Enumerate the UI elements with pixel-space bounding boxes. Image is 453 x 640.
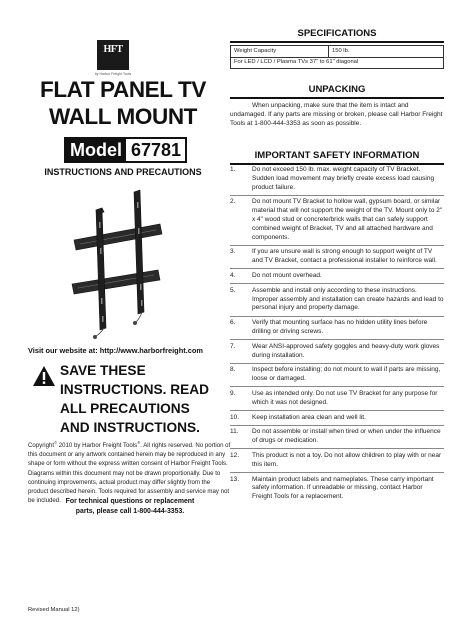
spec-value: 150 lb. [329, 46, 444, 58]
safety-item [230, 198, 444, 245]
save-line-1: SAVE THESE [60, 363, 146, 378]
copyright-word: Copyright [28, 442, 55, 450]
safety-item-text: Do not exceed 150 lb. max. weight capacity of TV Bracket. Sudden load movement may briefly create excess load causing product failure. [252, 166, 435, 191]
spec-label: For LED / LCD / Plasma TVs 37" to 61" diagonal [231, 57, 444, 69]
safety-item [230, 390, 444, 411]
mount-horizontal-rail-bottom [72, 270, 160, 294]
safety-item-text: Wear ANSI-approved safety goggles and heavy-duty work gloves during installation. [252, 342, 440, 359]
mount-vertical-arm-left [96, 208, 106, 330]
safety-item [230, 428, 444, 449]
safety-item [230, 366, 444, 387]
specifications-table [230, 45, 444, 69]
unpacking-heading: UNPACKING [230, 84, 444, 99]
safety-item [230, 166, 444, 196]
safety-item-text: If you are unsure wall is strong enough to support weight of TV and TV Bracket, contact a professional installer to reinforce wall. [252, 248, 437, 265]
title-line-1: FLAT PANEL TV [39, 77, 207, 102]
safety-item [230, 452, 444, 473]
safety-item [230, 343, 444, 364]
save-instructions-notice [60, 361, 209, 437]
model-label: Model [66, 139, 126, 161]
safety-item [230, 287, 444, 317]
safety-item-text: Verify that mounting surface has no hidden utility lines before drilling or driving screws. [252, 319, 428, 335]
website-link[interactable]: Visit our website at: http://www.harborfreight.com [28, 346, 203, 355]
logo-tagline: by Harbor Freight Tools [94, 72, 132, 76]
title-line-2: WALL MOUNT [48, 104, 198, 129]
safety-item-number: 6. [230, 319, 236, 327]
copyright-notice [28, 438, 232, 505]
warning-triangle-icon [32, 365, 56, 387]
safety-list [230, 166, 444, 507]
safety-item-number: 3. [230, 248, 236, 256]
safety-item-text: Do not mount TV Bracket to hollow wall, gypsum board, or similar material that will not support the weight of the TV. Mount only to 2" x 4" wood stud or concrete/brick walls that can safely support combined weight of Bracket, TV and all attached hardware and components. [252, 198, 443, 241]
safety-item [230, 476, 444, 505]
copyright-body: . All rights reserved. No portion of this document or any artwork contained herein may be reproduced in any shape or form without the express written consent of Harbor Freight Tools. Diagrams within this document may not be drawn proportionally. Due to continuing improvements, actual product may differ slightly from the product described herein. Tools required for assembly and service may not be included. [28, 442, 231, 505]
spec-label: Weight Capacity [231, 46, 329, 58]
tech-support-line-2: parts, please call 1-800-444-3353. [75, 508, 185, 515]
safety-item [230, 248, 444, 269]
safety-item-number: 5. [230, 286, 236, 294]
safety-item-number: 11. [230, 428, 239, 436]
safety-item-number: 1. [230, 166, 236, 173]
unpacking-text: When unpacking, make sure that the item is intact and undamaged. If any parts are missing or broken, please call Harbor Freight Tools at 1-800-444-3353 as soon as possible. [230, 102, 443, 127]
mount-vertical-arm-right [134, 190, 144, 314]
tech-support-line-1: For technical questions or replacement [65, 498, 195, 505]
safety-item-text: Inspect before installing; do not mount to wall if parts are missing, loose or damaged. [252, 366, 441, 383]
wall-mount-illustration [68, 188, 168, 340]
specifications-heading: SPECIFICATIONS [230, 28, 444, 43]
safety-item-text: Do not assemble or install when tired or when under the influence of drugs or medication. [252, 428, 441, 445]
safety-item-number: 8. [230, 366, 236, 374]
save-line-2: INSTRUCTIONS. READ [60, 382, 210, 397]
page-title [0, 76, 246, 130]
safety-item-text: Use as intended only. Do not use TV Bracket for any purpose for which it was not designed. [252, 389, 438, 406]
spec-row [231, 46, 444, 58]
safety-item-text: Assemble and install only according to these instructions. Improper assembly and installation can create hazards and lead to personal injury and property damage. [252, 286, 444, 312]
safety-item-text: Maintain product labels and nameplates. These carry important safety information. If unreadable or missing, contact Harbor Freight Tools for a replacement. [252, 475, 434, 501]
safety-item-number: 7. [230, 342, 236, 350]
copyright-symbol: © [54, 440, 58, 445]
safety-item-number: 4. [230, 271, 236, 279]
safety-item [230, 319, 444, 340]
technical-support [28, 497, 232, 517]
logo-text: HFT [103, 44, 123, 55]
model-badge [64, 137, 187, 163]
safety-item-number: 12. [230, 451, 240, 459]
spec-row [231, 57, 444, 69]
safety-item-text: Keep installation area clean and well lit. [252, 413, 366, 421]
safety-item [230, 414, 444, 426]
registered-symbol: ® [137, 440, 141, 445]
safety-heading: IMPORTANT SAFETY INFORMATION [230, 150, 444, 165]
instructions-heading: INSTRUCTIONS AND PRECAUTIONS [44, 167, 202, 177]
save-line-3: ALL PRECAUTIONS [60, 401, 190, 416]
revision-note: Revised Manual 12) [28, 607, 80, 613]
safety-item-text: This product is not a toy. Do not allow children to play with or near this item. [252, 451, 442, 468]
copyright-year-owner: 2010 by Harbor Freight Tools [57, 442, 138, 450]
safety-item-number: 10. [230, 413, 240, 421]
safety-item-number: 2. [230, 198, 236, 206]
save-line-4: AND INSTRUCTIONS. [60, 420, 200, 435]
safety-item-text: Do not mount overhead. [252, 271, 322, 279]
safety-item-number: 9. [230, 389, 236, 397]
model-number: 67781 [126, 139, 185, 161]
hft-logo [97, 40, 129, 70]
safety-item [230, 272, 444, 284]
safety-item-number: 13. [230, 475, 240, 483]
